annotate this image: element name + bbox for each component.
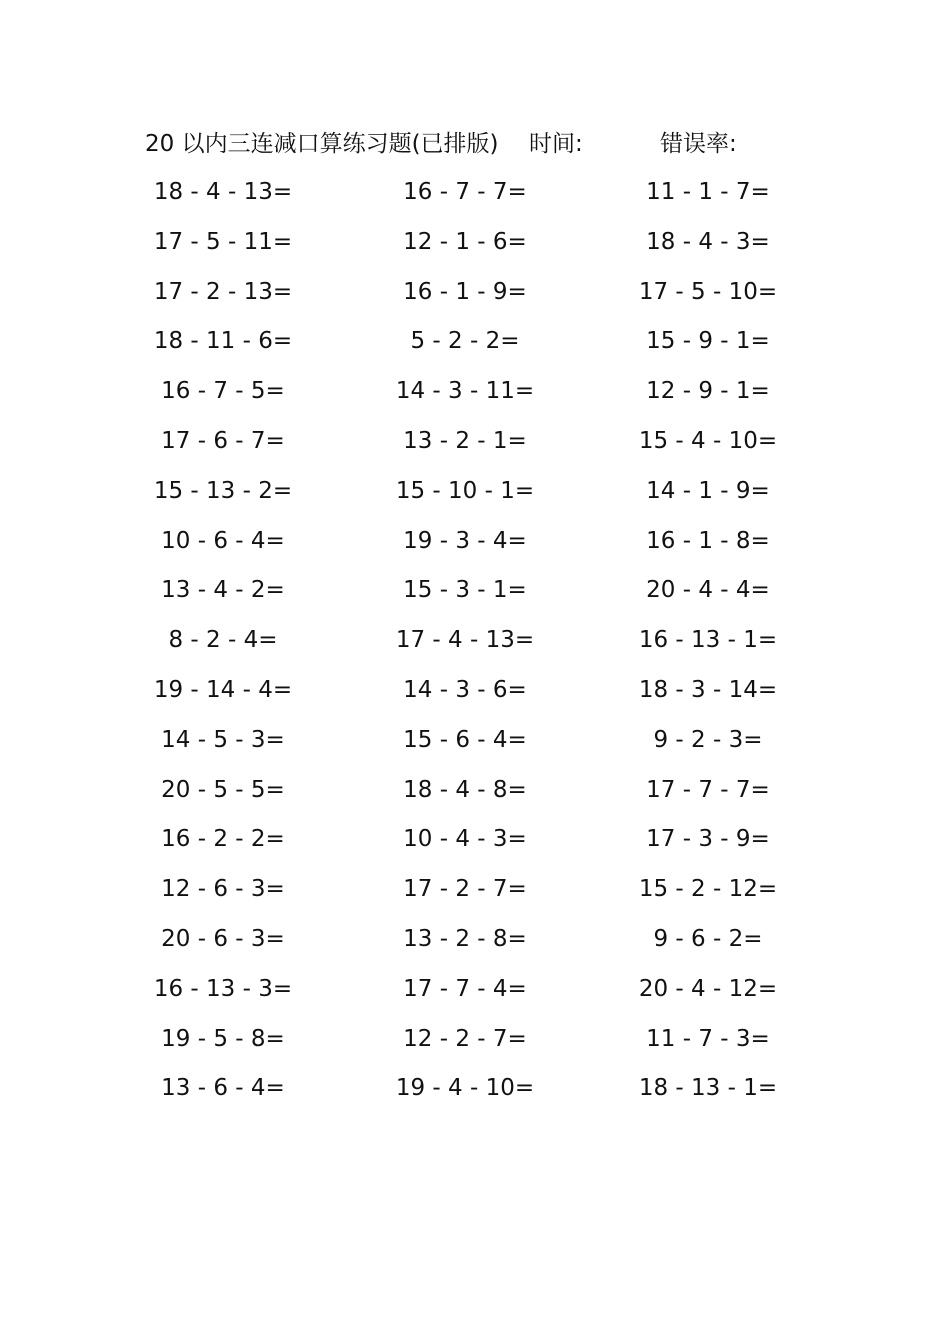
problem-item: 16 - 13 - 3=	[153, 975, 293, 1002]
problem-item: 17 - 3 - 9=	[646, 826, 770, 853]
problem-item: 16 - 1 - 8=	[646, 527, 770, 554]
problem-item: 20 - 6 - 3=	[161, 925, 285, 952]
problem-item: 16 - 1 - 9=	[403, 278, 527, 305]
problem-item: 16 - 13 - 1=	[638, 627, 778, 654]
worksheet-header	[145, 124, 745, 164]
problem-item: 16 - 7 - 5=	[161, 378, 285, 405]
problem-row	[0, 768, 950, 818]
problem-item: 18 - 4 - 8=	[403, 776, 527, 803]
problem-item: 9 - 2 - 3=	[653, 726, 763, 753]
problem-item: 13 - 2 - 8=	[403, 925, 527, 952]
problem-item: 18 - 3 - 14=	[638, 676, 778, 703]
problem-item: 20 - 5 - 5=	[161, 776, 285, 803]
problem-row	[0, 1066, 950, 1116]
problem-item: 17 - 5 - 10=	[638, 278, 778, 305]
problem-row	[0, 967, 950, 1017]
problem-item: 11 - 1 - 7=	[646, 179, 770, 205]
problem-item: 9 - 6 - 2=	[653, 925, 763, 952]
problem-item: 18 - 4 - 3=	[646, 228, 770, 255]
problem-item: 12 - 6 - 3=	[161, 876, 285, 903]
problem-item: 15 - 2 - 12=	[638, 876, 778, 903]
problem-item: 17 - 4 - 13=	[395, 627, 535, 654]
problem-grid	[0, 170, 950, 1116]
problem-item: 13 - 2 - 1=	[403, 427, 527, 454]
time-label: 时间:	[529, 131, 583, 157]
problem-row	[0, 618, 950, 668]
problem-item: 5 - 2 - 2=	[410, 328, 520, 355]
problem-item: 15 - 10 - 1=	[395, 477, 535, 504]
problem-item: 19 - 4 - 10=	[395, 1075, 535, 1102]
problem-item: 17 - 7 - 7=	[646, 776, 770, 803]
problem-item: 10 - 4 - 3=	[403, 826, 527, 853]
problem-item: 14 - 5 - 3=	[161, 726, 285, 753]
problem-item: 17 - 7 - 4=	[403, 975, 527, 1002]
problem-item: 19 - 3 - 4=	[403, 527, 527, 554]
problem-row	[0, 419, 950, 469]
problem-item: 15 - 6 - 4=	[403, 726, 527, 753]
problem-item: 20 - 4 - 4=	[646, 577, 770, 604]
problem-row	[0, 270, 950, 320]
problem-item: 14 - 3 - 6=	[403, 676, 527, 703]
problem-item: 13 - 4 - 2=	[161, 577, 285, 604]
problem-item: 13 - 6 - 4=	[161, 1075, 285, 1102]
problem-row	[0, 817, 950, 867]
problem-row	[0, 519, 950, 569]
problem-item: 10 - 6 - 4=	[161, 527, 285, 554]
problem-item: 14 - 1 - 9=	[646, 477, 770, 504]
problem-item: 15 - 4 - 10=	[638, 427, 778, 454]
problem-row	[0, 220, 950, 270]
problem-row	[0, 568, 950, 618]
problem-item: 12 - 9 - 1=	[646, 378, 770, 405]
problem-row	[0, 718, 950, 768]
problem-item: 19 - 5 - 8=	[161, 1025, 285, 1052]
problem-item: 16 - 7 - 7=	[403, 179, 527, 205]
problem-item: 15 - 9 - 1=	[646, 328, 770, 355]
error-rate-label: 错误率:	[660, 131, 737, 157]
problem-item: 19 - 14 - 4=	[153, 676, 293, 703]
problem-row	[0, 668, 950, 718]
problem-row	[0, 170, 950, 220]
problem-item: 11 - 7 - 3=	[646, 1025, 770, 1052]
problem-item: 18 - 11 - 6=	[153, 328, 293, 355]
problem-row	[0, 369, 950, 419]
problem-item: 17 - 5 - 11=	[153, 228, 293, 255]
problem-item: 16 - 2 - 2=	[161, 826, 285, 853]
problem-item: 12 - 1 - 6=	[403, 228, 527, 255]
problem-row	[0, 867, 950, 917]
worksheet-title: 20 以内三连减口算练习题(已排版)	[145, 131, 499, 157]
problem-item: 20 - 4 - 12=	[638, 975, 778, 1002]
problem-item: 17 - 6 - 7=	[161, 427, 285, 454]
problem-item: 8 - 2 - 4=	[168, 627, 278, 654]
problem-item: 12 - 2 - 7=	[403, 1025, 527, 1052]
problem-row	[0, 1017, 950, 1067]
problem-item: 15 - 3 - 1=	[403, 577, 527, 604]
problem-row	[0, 917, 950, 967]
problem-item: 18 - 13 - 1=	[638, 1075, 778, 1102]
problem-item: 18 - 4 - 13=	[153, 179, 293, 205]
problem-item: 14 - 3 - 11=	[395, 378, 535, 405]
problem-row	[0, 319, 950, 369]
problem-item: 17 - 2 - 13=	[153, 278, 293, 305]
problem-item: 15 - 13 - 2=	[153, 477, 293, 504]
problem-item: 17 - 2 - 7=	[403, 876, 527, 903]
problem-row	[0, 469, 950, 519]
